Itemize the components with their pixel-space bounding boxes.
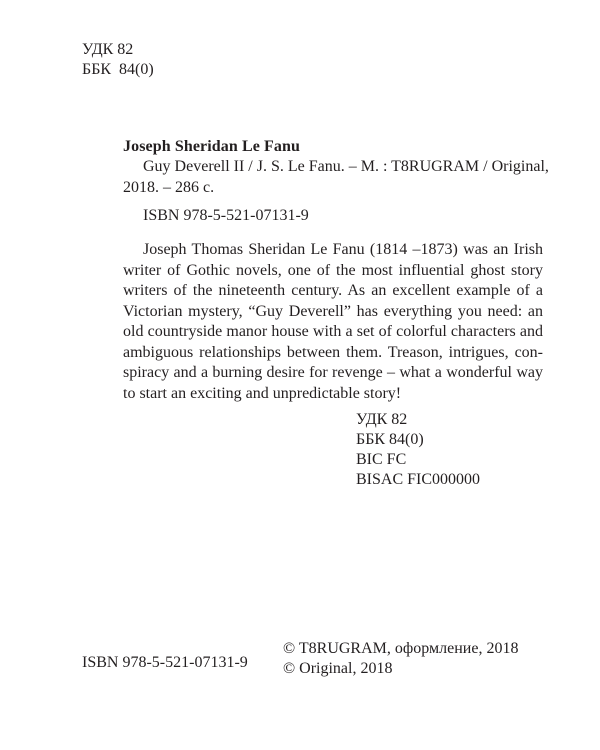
description-line: old countryside manor house with a set of colorful characters and (123, 323, 543, 340)
description-line: spiracy and a burning desire for revenge – what a wonderful way (123, 364, 543, 381)
top-classification-codes (82, 40, 154, 80)
bbk-code: ББК 84(0) (356, 431, 424, 448)
udk-code: УДК 82 (82, 41, 134, 58)
description-line: ambiguous relationships between them. Treason, intrigues, con- (123, 343, 543, 361)
copyright-line: © Original, 2018 (283, 660, 393, 677)
bibliographic-record (123, 157, 549, 198)
description-line: Victorian mystery, “Guy Deverell” has everything you need: an (123, 302, 543, 320)
udk-code: УДК 82 (356, 411, 408, 428)
copyright-notices (283, 639, 518, 679)
isbn-annotation: ISBN 978-5-521-07131-9 (143, 207, 309, 224)
description-line: Joseph Thomas Sheridan Le Fanu (1814 –1873) was an Irish (143, 241, 543, 258)
copyright-line: © T8RUGRAM, оформление, 2018 (283, 640, 519, 657)
book-description (123, 240, 543, 404)
description-line: writers of the nineteenth century. As an excellent example of a (123, 282, 543, 299)
bibliographic-line: Guy Deverell II / J. S. Le Fanu. – M. : T8RUGRAM / Original, (143, 158, 549, 175)
bic-code: BIC FC (356, 451, 407, 468)
isbn-footer: ISBN 978-5-521-07131-9 (82, 654, 248, 671)
bottom-classification-codes (356, 410, 480, 490)
bisac-code: BISAC FIC000000 (356, 471, 481, 488)
bbk-code: ББК 84(0) (82, 61, 154, 78)
author-name: Joseph Sheridan Le Fanu (123, 138, 301, 155)
bibliographic-line: 2018. – 286 с. (123, 178, 215, 196)
description-line: to start an exciting and unpredictable story! (123, 384, 402, 402)
description-line: writer of Gothic novels, one of the most influential ghost story (123, 261, 543, 279)
